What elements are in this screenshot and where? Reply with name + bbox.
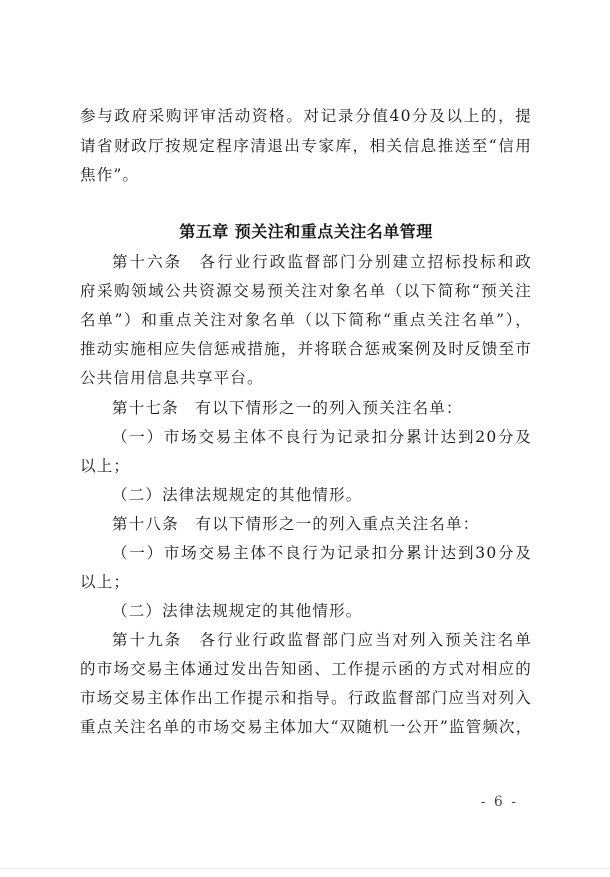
list-item: （一）市场交易主体不良行为记录扣分累计达到30分及 bbox=[112, 544, 532, 562]
text-line: 公共信用信息共享平台。 bbox=[80, 369, 264, 387]
chapter-heading: 第五章 预关注和重点关注名单管理 bbox=[179, 222, 433, 241]
text-line: 参与政府采购评审活动资格。对记录分值40分及以上的，提 bbox=[80, 107, 532, 125]
article-18-line: 第十八条 有以下情形之一的列入重点关注名单： bbox=[112, 515, 480, 533]
text-line: 焦作”。 bbox=[80, 166, 140, 184]
page-number: - 6 - bbox=[480, 794, 518, 810]
text-line: 名单”）和重点关注对象名单（以下简称“重点关注名单”）， bbox=[80, 311, 532, 329]
article-19-line: 第十九条 各行业行政监督部门应当对列入预关注名单 bbox=[112, 631, 532, 649]
page-divider bbox=[0, 868, 610, 869]
text-line: 市场交易主体作出工作提示和指导。行政监督部门应当对列入 bbox=[80, 689, 532, 707]
list-item: （一）市场交易主体不良行为记录扣分累计达到20分及 bbox=[112, 428, 532, 446]
text-line: 以上； bbox=[80, 457, 131, 475]
article-16-line: 第十六条 各行业行政监督部门分别建立招标投标和政 bbox=[112, 253, 532, 271]
article-17-line: 第十七条 有以下情形之一的列入预关注名单： bbox=[112, 399, 463, 417]
text-line: 请省财政厅按规定程序清退出专家库，相关信息推送至“信用 bbox=[80, 137, 532, 155]
text-line: 的市场交易主体通过发出告知函、工作提示函的方式对相应的 bbox=[80, 660, 532, 678]
list-item: （二）法律法规规定的其他情形。 bbox=[112, 602, 363, 620]
text-line: 府采购领域公共资源交易预关注对象名单（以下简称“预关注 bbox=[80, 282, 532, 300]
text-line: 推动实施相应失信惩戒措施，并将联合惩戒案例及时反馈至市 bbox=[80, 340, 532, 358]
list-item: （二）法律法规规定的其他情形。 bbox=[112, 486, 363, 504]
text-line: 重点关注名单的市场交易主体加大“双随机一公开”监管频次， bbox=[80, 718, 533, 736]
text-line: 以上； bbox=[80, 573, 131, 591]
